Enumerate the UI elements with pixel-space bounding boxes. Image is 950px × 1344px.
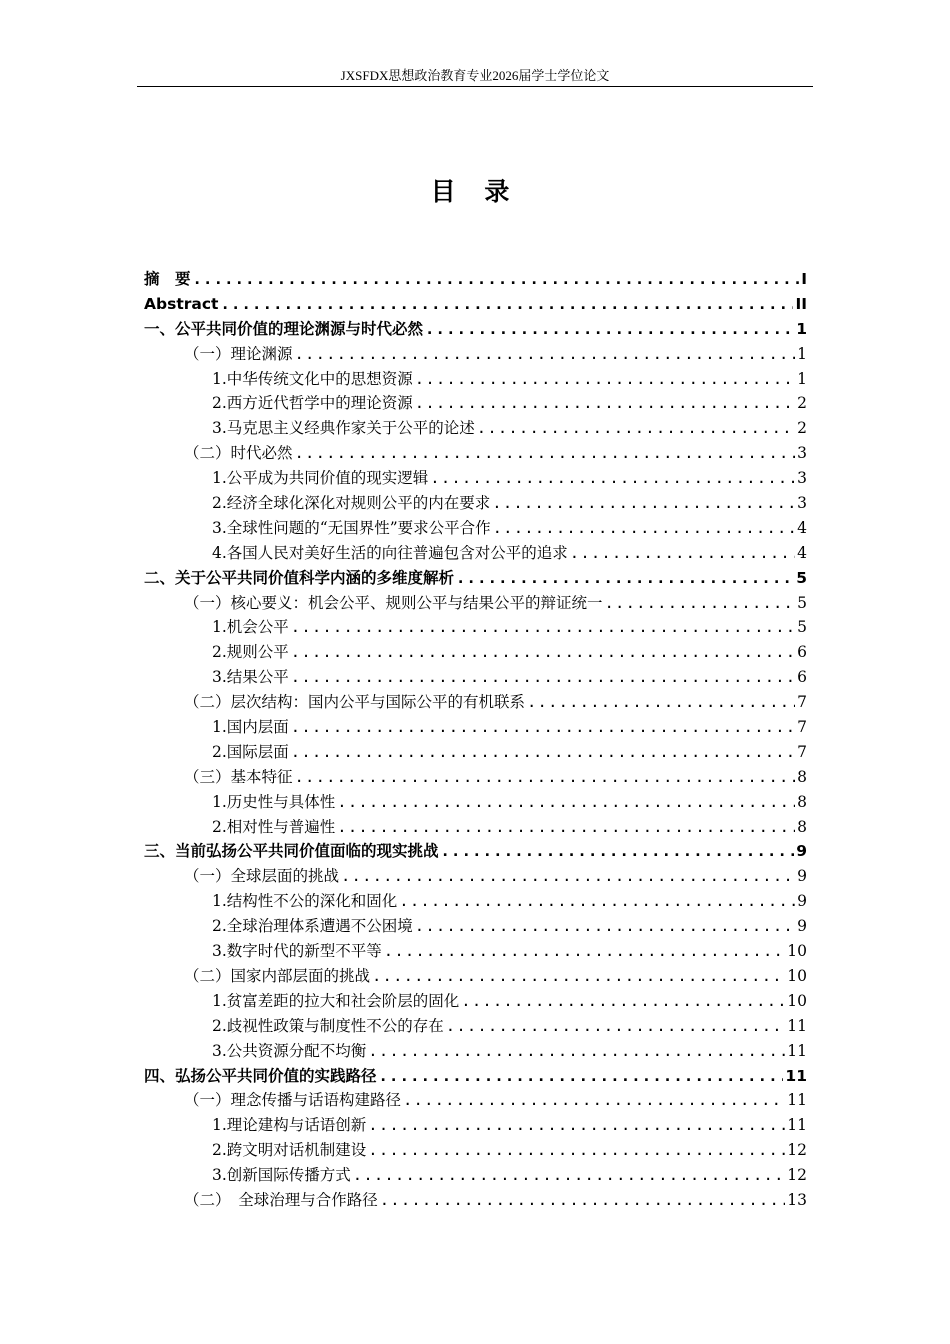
toc-dot-leader <box>341 864 795 889</box>
toc-entry-label: 3.马克思主义经典作家关于公平的论述 <box>212 419 475 438</box>
toc-entry-label: 4.各国人民对美好生活的向往普遍包含对公平的追求 <box>212 543 568 562</box>
toc-entry-label: 四、弘扬公平共同价值的实践路径 <box>144 1066 377 1085</box>
toc-entry-page-number: 3 <box>797 469 807 488</box>
toc-entry-page-number: 9 <box>797 892 807 911</box>
toc-entry-label: （二）时代必然 <box>184 444 293 463</box>
toc-dot-leader <box>415 914 795 939</box>
toc-entry-label: 3.创新国际传播方式 <box>212 1166 351 1185</box>
page-header: JXSFDX思想政治教育专业2026届学士学位论文 <box>340 68 610 83</box>
page-title: 目 录 <box>430 177 520 206</box>
toc-entry-label: 一、公平共同价值的理论渊源与时代必然 <box>144 319 424 338</box>
toc-entry-page-number: 7 <box>797 742 807 761</box>
toc-entry[interactable] <box>144 765 807 790</box>
toc-entry-label: 2.全球治理体系遭遇不公困境 <box>212 917 413 936</box>
toc-dot-leader <box>295 342 796 367</box>
toc-entry[interactable] <box>144 1163 807 1188</box>
toc-entry[interactable] <box>144 864 807 889</box>
toc-entry-page-number: 1 <box>797 344 807 363</box>
toc-entry-label: 1.历史性与具体性 <box>212 792 336 811</box>
toc-entry[interactable] <box>144 914 807 939</box>
toc-entry[interactable] <box>144 267 807 292</box>
toc-entry-page-number: 9 <box>797 867 807 886</box>
toc-entry-label: 3.全球性问题的“无国界性”要求公平合作 <box>212 518 491 537</box>
toc-entry[interactable] <box>144 367 807 392</box>
toc-entry[interactable] <box>144 1064 807 1089</box>
toc-entry-page-number: I <box>801 270 807 288</box>
toc-entry[interactable] <box>144 516 807 541</box>
toc-entry[interactable] <box>144 939 807 964</box>
toc-entry-page-number: 1 <box>796 319 807 338</box>
toc-dot-leader <box>527 690 795 715</box>
toc-entry[interactable] <box>144 1113 807 1138</box>
toc-entry-page-number: 2 <box>797 419 807 438</box>
toc-dot-leader <box>291 715 795 740</box>
toc-dot-leader <box>337 815 795 840</box>
toc-entry-label: 1.机会公平 <box>212 618 289 637</box>
toc-entry-page-number: 4 <box>797 543 807 562</box>
toc-dot-leader <box>291 615 795 640</box>
toc-entry-page-number: 10 <box>787 966 807 985</box>
toc-entry-label: 摘 要 <box>144 270 191 288</box>
toc-entry-page-number: 4 <box>797 518 807 537</box>
toc-dot-leader <box>193 267 800 292</box>
toc-entry[interactable] <box>144 391 807 416</box>
toc-entry[interactable] <box>144 1039 807 1064</box>
toc-entry-label: （二）国家内部层面的挑战 <box>184 966 371 985</box>
table-of-contents <box>144 267 807 1213</box>
header-rule <box>137 86 813 87</box>
toc-entry-label: （二） 全球治理与合作路径 <box>184 1190 378 1209</box>
toc-entry[interactable] <box>144 591 807 616</box>
toc-entry[interactable] <box>144 416 807 441</box>
toc-entry[interactable] <box>144 615 807 640</box>
toc-entry[interactable] <box>144 342 807 367</box>
toc-entry[interactable] <box>144 989 807 1014</box>
toc-entry[interactable] <box>144 640 807 665</box>
toc-dot-leader <box>291 640 795 665</box>
toc-entry[interactable] <box>144 964 807 989</box>
toc-entry-label: 三、当前弘扬公平共同价值面临的现实挑战 <box>144 842 439 861</box>
toc-entry-page-number: 9 <box>796 842 807 861</box>
toc-entry-page-number: 8 <box>797 817 807 836</box>
toc-entry-page-number: 8 <box>797 792 807 811</box>
toc-dot-leader <box>291 665 795 690</box>
toc-entry-page-number: 11 <box>787 1091 807 1110</box>
toc-dot-leader <box>425 317 794 342</box>
toc-dot-leader <box>399 889 795 914</box>
toc-dot-leader <box>492 491 795 516</box>
toc-dot-leader <box>220 292 793 317</box>
toc-entry[interactable] <box>144 441 807 466</box>
toc-entry-label: （一）理念传播与话语构建路径 <box>184 1091 402 1110</box>
toc-dot-leader <box>384 939 785 964</box>
toc-entry-label: 3.数字时代的新型不平等 <box>212 942 382 961</box>
toc-entry-label: （一）理论渊源 <box>184 344 293 363</box>
toc-entry-page-number: 10 <box>787 991 807 1010</box>
toc-entry-page-number: 2 <box>797 394 807 413</box>
toc-dot-leader <box>368 1113 785 1138</box>
toc-dot-leader <box>403 1088 785 1113</box>
toc-entry-label: 1.国内层面 <box>212 718 289 737</box>
toc-entry-label: （三）基本特征 <box>184 767 293 786</box>
toc-entry-page-number: 9 <box>797 917 807 936</box>
toc-dot-leader <box>415 391 795 416</box>
toc-entry-page-number: 6 <box>797 643 807 662</box>
toc-entry-page-number: 6 <box>797 668 807 687</box>
toc-entry-page-number: 10 <box>787 942 807 961</box>
toc-entry[interactable] <box>144 740 807 765</box>
toc-dot-leader <box>353 1163 785 1188</box>
toc-entry-page-number: 1 <box>797 369 807 388</box>
toc-entry-page-number: 12 <box>787 1166 807 1185</box>
toc-entry-page-number: 5 <box>797 618 807 637</box>
toc-entry-page-number: 5 <box>796 568 807 587</box>
toc-dot-leader <box>337 790 795 815</box>
toc-entry[interactable] <box>144 690 807 715</box>
toc-dot-leader <box>430 466 795 491</box>
toc-entry-label: 二、关于公平共同价值科学内涵的多维度解析 <box>144 568 455 587</box>
toc-entry[interactable] <box>144 1188 807 1213</box>
toc-entry-page-number: 11 <box>787 1116 807 1135</box>
toc-entry[interactable] <box>144 466 807 491</box>
toc-entry-page-number: 11 <box>787 1041 807 1060</box>
toc-entry-page-number: 5 <box>797 593 807 612</box>
toc-entry-label: 2.相对性与普遍性 <box>212 817 336 836</box>
toc-dot-leader <box>605 591 796 616</box>
toc-entry[interactable] <box>144 839 807 864</box>
toc-entry-page-number: 3 <box>797 444 807 463</box>
toc-entry-label: 1.中华传统文化中的思想资源 <box>212 369 413 388</box>
toc-entry-page-number: 7 <box>797 693 807 712</box>
toc-dot-leader <box>368 1039 785 1064</box>
toc-entry-label: 2.跨文明对话机制建设 <box>212 1141 367 1160</box>
toc-entry[interactable] <box>144 491 807 516</box>
toc-entry-page-number: 8 <box>797 767 807 786</box>
toc-entry-page-number: 7 <box>797 718 807 737</box>
toc-dot-leader <box>441 839 795 864</box>
toc-entry-label: 1.公平成为共同价值的现实逻辑 <box>212 469 429 488</box>
toc-dot-leader <box>372 964 785 989</box>
toc-dot-leader <box>368 1138 785 1163</box>
toc-entry[interactable] <box>144 715 807 740</box>
toc-entry-label: 2.规则公平 <box>212 643 289 662</box>
toc-entry-page-number: 12 <box>787 1141 807 1160</box>
toc-entry[interactable] <box>144 1138 807 1163</box>
toc-entry[interactable] <box>144 889 807 914</box>
toc-entry-label: 3.公共资源分配不均衡 <box>212 1041 367 1060</box>
toc-entry-page-number: 3 <box>797 494 807 513</box>
toc-dot-leader <box>380 1188 786 1213</box>
toc-dot-leader <box>493 516 795 541</box>
toc-entry[interactable] <box>144 1088 807 1113</box>
toc-dot-leader <box>456 566 794 591</box>
toc-entry-label: 2.歧视性政策与制度性不公的存在 <box>212 1016 444 1035</box>
toc-entry-label: 2.经济全球化深化对规则公平的内在要求 <box>212 494 491 513</box>
toc-entry-page-number: 11 <box>785 1066 807 1085</box>
toc-entry[interactable] <box>144 1014 807 1039</box>
toc-entry-page-number: II <box>795 294 807 313</box>
toc-entry[interactable] <box>144 541 807 566</box>
toc-dot-leader <box>570 541 795 566</box>
toc-dot-leader <box>446 1014 785 1039</box>
toc-entry-page-number: 11 <box>787 1016 807 1035</box>
toc-dot-leader <box>291 740 795 765</box>
toc-entry-label: 1.贫富差距的拉大和社会阶层的固化 <box>212 991 460 1010</box>
toc-entry[interactable] <box>144 292 807 317</box>
toc-entry-label: 2.西方近代哲学中的理论资源 <box>212 394 413 413</box>
toc-entry-page-number: 13 <box>787 1190 807 1209</box>
toc-entry[interactable] <box>144 665 807 690</box>
toc-entry[interactable] <box>144 815 807 840</box>
toc-entry[interactable] <box>144 790 807 815</box>
toc-dot-leader <box>295 441 796 466</box>
toc-dot-leader <box>477 416 795 441</box>
toc-entry-label: Abstract <box>144 294 219 313</box>
toc-dot-leader <box>461 989 785 1014</box>
toc-entry-label: （一）全球层面的挑战 <box>184 867 340 886</box>
toc-dot-leader <box>379 1064 784 1089</box>
toc-entry-label: 1.理论建构与话语创新 <box>212 1116 367 1135</box>
toc-dot-leader <box>295 765 796 790</box>
toc-entry-label: 3.结果公平 <box>212 668 289 687</box>
toc-entry[interactable] <box>144 317 807 342</box>
toc-entry-label: 1.结构性不公的深化和固化 <box>212 892 398 911</box>
toc-entry-label: （一）核心要义：机会公平、规则公平与结果公平的辩证统一 <box>184 593 603 612</box>
toc-entry[interactable] <box>144 566 807 591</box>
toc-dot-leader <box>415 367 795 392</box>
toc-entry-label: （二）层次结构：国内公平与国际公平的有机联系 <box>184 693 526 712</box>
toc-entry-label: 2.国际层面 <box>212 742 289 761</box>
